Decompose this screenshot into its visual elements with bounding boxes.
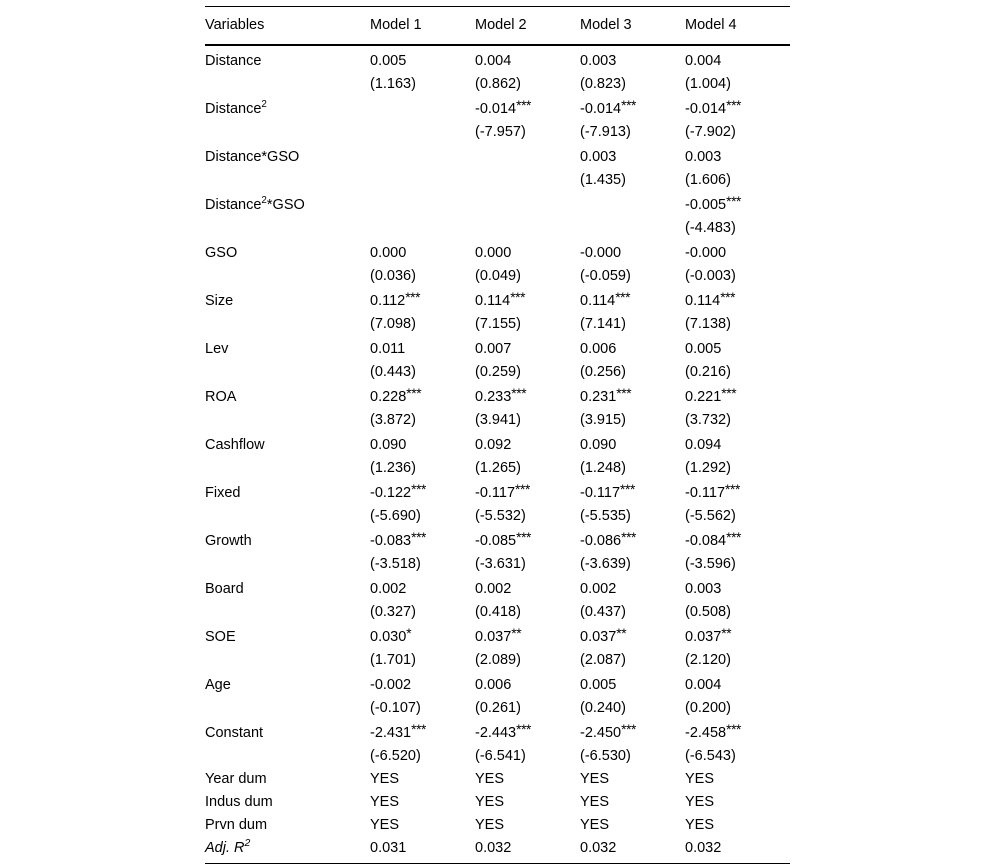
coefficient-cell (475, 528, 580, 553)
table-row (205, 96, 790, 121)
significance-stars: *** (615, 290, 630, 305)
coefficient-cell (685, 672, 790, 697)
tstat-cell (370, 217, 475, 240)
dummy-value-cell: YES (685, 814, 790, 837)
tstat-cell: (0.216) (685, 361, 790, 384)
coefficient-cell (685, 96, 790, 121)
column-header-2: Model 2 (475, 7, 580, 45)
coefficient-cell (370, 288, 475, 313)
coefficient-cell (580, 96, 685, 121)
coefficient-cell (580, 624, 685, 649)
tstat-cell: (-5.562) (685, 505, 790, 528)
coefficient-value: -0.014 (685, 101, 726, 117)
coefficient-cell (685, 384, 790, 409)
tstat-cell: (3.941) (475, 409, 580, 432)
coefficient-cell (580, 528, 685, 553)
coefficient-cell (370, 624, 475, 649)
table-row (205, 814, 790, 837)
coefficient-cell (685, 576, 790, 601)
column-header-0: Variables (205, 7, 370, 45)
coefficient-cell (580, 240, 685, 265)
adj-r2-value-cell: 0.032 (685, 837, 790, 864)
coefficient-value: 0.114 (580, 293, 615, 309)
tstat-cell: (7.098) (370, 313, 475, 336)
coefficient-value: 0.030 (370, 629, 406, 645)
coefficient-value: 0.090 (580, 437, 616, 453)
significance-stars: *** (516, 722, 531, 737)
variable-superscript: 2 (261, 195, 266, 206)
coefficient-value: 0.005 (685, 341, 721, 357)
variable-label: Prvn dum (205, 814, 370, 837)
coefficient-cell (370, 336, 475, 361)
variable-label: Board (205, 576, 370, 601)
table-row-tstat (205, 121, 790, 144)
coefficient-cell (370, 96, 475, 121)
significance-stars: *** (726, 722, 741, 737)
significance-stars: *** (720, 290, 735, 305)
significance-stars: *** (726, 98, 741, 113)
variable-label-spacer (205, 505, 370, 528)
significance-stars: *** (621, 98, 636, 113)
tstat-cell: (-6.541) (475, 745, 580, 768)
tstat-cell: (2.087) (580, 649, 685, 672)
coefficient-cell (685, 480, 790, 505)
tstat-cell: (0.259) (475, 361, 580, 384)
variable-label: Size (205, 288, 370, 313)
coefficient-value: -0.085 (475, 533, 516, 549)
significance-stars: *** (406, 386, 421, 401)
tstat-cell: (1.004) (685, 73, 790, 96)
coefficient-cell (475, 384, 580, 409)
table-row (205, 576, 790, 601)
coefficient-cell (475, 672, 580, 697)
significance-stars: *** (616, 386, 631, 401)
tstat-cell: (0.418) (475, 601, 580, 624)
tstat-cell: (-5.535) (580, 505, 685, 528)
coefficient-value: 0.114 (685, 293, 720, 309)
coefficient-value: 0.004 (475, 53, 511, 69)
dummy-value-cell: YES (685, 791, 790, 814)
coefficient-cell (475, 192, 580, 217)
variable-label-spacer (205, 169, 370, 192)
variable-label-spacer (205, 73, 370, 96)
table-row-tstat (205, 649, 790, 672)
variable-label-spacer (205, 409, 370, 432)
variable-label-spacer (205, 313, 370, 336)
coefficient-value: 0.002 (580, 581, 616, 597)
significance-stars: *** (721, 386, 736, 401)
coefficient-cell (475, 288, 580, 313)
significance-stars: *** (511, 386, 526, 401)
variable-label-spacer (205, 697, 370, 720)
coefficient-value: -2.450 (580, 725, 621, 741)
significance-stars: *** (725, 482, 740, 497)
tstat-cell: (-7.957) (475, 121, 580, 144)
regression-results-table (205, 6, 790, 864)
variable-label-spacer (205, 745, 370, 768)
table-row (205, 432, 790, 457)
table-row (205, 720, 790, 745)
significance-stars: *** (621, 530, 636, 545)
table-row-tstat (205, 697, 790, 720)
table-row-tstat (205, 505, 790, 528)
variable-label-spacer (205, 265, 370, 288)
coefficient-value: 0.000 (370, 245, 406, 261)
variable-label-spacer (205, 121, 370, 144)
coefficient-value: 0.094 (685, 437, 721, 453)
coefficient-value: -0.014 (475, 101, 516, 117)
coefficient-cell (475, 480, 580, 505)
tstat-cell: (-5.690) (370, 505, 475, 528)
variable-label-spacer (205, 457, 370, 480)
coefficient-value: 0.114 (475, 293, 510, 309)
tstat-cell: (-0.107) (370, 697, 475, 720)
significance-stars: *** (620, 482, 635, 497)
coefficient-cell (370, 240, 475, 265)
table-row-tstat (205, 73, 790, 96)
tstat-cell (580, 217, 685, 240)
variable-label: Indus dum (205, 791, 370, 814)
tstat-cell: (0.862) (475, 73, 580, 96)
tstat-cell: (0.437) (580, 601, 685, 624)
coefficient-value: -0.002 (370, 677, 411, 693)
coefficient-value: -0.086 (580, 533, 621, 549)
significance-stars: *** (411, 722, 426, 737)
coefficient-value: 0.005 (370, 53, 406, 69)
adj-r2-superscript: 2 (245, 838, 251, 849)
tstat-cell: (0.823) (580, 73, 685, 96)
column-header-3: Model 3 (580, 7, 685, 45)
coefficient-value: 0.011 (370, 341, 405, 357)
coefficient-value: 0.112 (370, 293, 405, 309)
tstat-cell: (1.701) (370, 649, 475, 672)
table-row (205, 336, 790, 361)
tstat-cell: (-6.543) (685, 745, 790, 768)
coefficient-cell (475, 144, 580, 169)
tstat-cell: (0.200) (685, 697, 790, 720)
tstat-cell: (1.265) (475, 457, 580, 480)
coefficient-cell (370, 384, 475, 409)
tstat-cell: (-6.530) (580, 745, 685, 768)
tstat-cell (370, 169, 475, 192)
coefficient-cell (580, 192, 685, 217)
variable-label-spacer (205, 217, 370, 240)
regression-table-container (205, 6, 790, 864)
tstat-cell: (3.872) (370, 409, 475, 432)
variable-label-spacer (205, 601, 370, 624)
tstat-cell: (-0.059) (580, 265, 685, 288)
coefficient-cell (370, 576, 475, 601)
coefficient-cell (685, 336, 790, 361)
variable-label: GSO (205, 240, 370, 265)
coefficient-value: 0.037 (685, 629, 721, 645)
significance-stars: ** (511, 626, 521, 641)
table-row-tstat (205, 601, 790, 624)
coefficient-value: -0.005 (685, 197, 726, 213)
coefficient-cell (370, 192, 475, 217)
coefficient-cell (370, 144, 475, 169)
tstat-cell: (3.732) (685, 409, 790, 432)
coefficient-value: 0.003 (580, 149, 616, 165)
coefficient-cell (685, 192, 790, 217)
coefficient-value: 0.092 (475, 437, 511, 453)
tstat-cell: (-3.596) (685, 553, 790, 576)
table-row (205, 288, 790, 313)
coefficient-cell (580, 288, 685, 313)
coefficient-value: 0.004 (685, 677, 721, 693)
coefficient-value: -0.084 (685, 533, 726, 549)
coefficient-cell (475, 46, 580, 73)
tstat-cell (475, 217, 580, 240)
coefficient-cell (685, 46, 790, 73)
column-header-1: Model 1 (370, 7, 475, 45)
coefficient-cell (370, 528, 475, 553)
coefficient-value: -2.431 (370, 725, 411, 741)
coefficient-cell (685, 288, 790, 313)
tstat-cell: (0.049) (475, 265, 580, 288)
table-row (205, 46, 790, 73)
variable-label-suffix: *GSO (267, 197, 305, 213)
coefficient-value: 0.003 (685, 149, 721, 165)
dummy-value-cell: YES (370, 768, 475, 791)
coefficient-value: 0.037 (475, 629, 511, 645)
coefficient-cell (580, 576, 685, 601)
coefficient-value: 0.005 (580, 677, 616, 693)
coefficient-cell (370, 46, 475, 73)
coefficient-value: -2.458 (685, 725, 726, 741)
coefficient-cell (580, 672, 685, 697)
tstat-cell: (1.435) (580, 169, 685, 192)
coefficient-cell (580, 432, 685, 457)
coefficient-cell (580, 336, 685, 361)
adj-r2-value-cell: 0.032 (475, 837, 580, 864)
tstat-cell: (-0.003) (685, 265, 790, 288)
coefficient-cell (475, 576, 580, 601)
coefficient-cell (580, 480, 685, 505)
coefficient-value: 0.002 (475, 581, 511, 597)
variable-label: Constant (205, 720, 370, 745)
tstat-cell: (1.163) (370, 73, 475, 96)
table-row (205, 528, 790, 553)
variable-label: ROA (205, 384, 370, 409)
table-row (205, 672, 790, 697)
variable-label-spacer (205, 553, 370, 576)
coefficient-cell (580, 720, 685, 745)
table-row-tstat (205, 457, 790, 480)
coefficient-value: -0.117 (685, 485, 725, 501)
coefficient-cell (370, 432, 475, 457)
tstat-cell: (-7.913) (580, 121, 685, 144)
dummy-value-cell: YES (580, 768, 685, 791)
coefficient-value: 0.228 (370, 389, 406, 405)
coefficient-cell (370, 672, 475, 697)
variable-label: Age (205, 672, 370, 697)
variable-label: Distance (205, 46, 370, 73)
variable-label: Growth (205, 528, 370, 553)
table-row-tstat (205, 409, 790, 432)
table-row-tstat (205, 169, 790, 192)
adj-r2-value-cell: 0.031 (370, 837, 475, 864)
coefficient-value: 0.003 (685, 581, 721, 597)
coefficient-value: -2.443 (475, 725, 516, 741)
coefficient-value: 0.004 (685, 53, 721, 69)
table-row (205, 480, 790, 505)
coefficient-cell (685, 144, 790, 169)
coefficient-cell (370, 720, 475, 745)
tstat-cell: (3.915) (580, 409, 685, 432)
tstat-cell: (0.256) (580, 361, 685, 384)
variable-label: Lev (205, 336, 370, 361)
coefficient-cell (580, 144, 685, 169)
coefficient-value: -0.000 (580, 245, 621, 261)
table-row-tstat (205, 553, 790, 576)
tstat-cell: (-3.631) (475, 553, 580, 576)
coefficient-value: 0.037 (580, 629, 616, 645)
table-row-tstat (205, 361, 790, 384)
column-header-4: Model 4 (685, 7, 790, 45)
variable-label-spacer (205, 649, 370, 672)
coefficient-cell (685, 624, 790, 649)
coefficient-value: 0.006 (475, 677, 511, 693)
coefficient-value: -0.117 (580, 485, 620, 501)
significance-stars: *** (726, 530, 741, 545)
coefficient-cell (580, 46, 685, 73)
table-row-tstat (205, 313, 790, 336)
table-row (205, 384, 790, 409)
table-row (205, 144, 790, 169)
coefficient-cell (685, 432, 790, 457)
variable-label: Year dum (205, 768, 370, 791)
coefficient-value: 0.233 (475, 389, 511, 405)
table-row-tstat (205, 217, 790, 240)
dummy-value-cell: YES (475, 791, 580, 814)
tstat-cell: (-7.902) (685, 121, 790, 144)
significance-stars: *** (516, 98, 531, 113)
dummy-value-cell: YES (475, 768, 580, 791)
coefficient-cell (685, 720, 790, 745)
coefficient-cell (475, 624, 580, 649)
tstat-cell: (2.120) (685, 649, 790, 672)
significance-stars: ** (616, 626, 626, 641)
coefficient-value: 0.003 (580, 53, 616, 69)
significance-stars: * (406, 626, 411, 641)
tstat-cell: (7.141) (580, 313, 685, 336)
table-row-tstat (205, 745, 790, 768)
table-row (205, 768, 790, 791)
table-row (205, 192, 790, 217)
dummy-value-cell: YES (580, 791, 685, 814)
tstat-cell: (1.292) (685, 457, 790, 480)
coefficient-cell (475, 336, 580, 361)
coefficient-cell (685, 240, 790, 265)
coefficient-cell (475, 240, 580, 265)
table-row (205, 240, 790, 265)
tstat-cell: (0.240) (580, 697, 685, 720)
table-row (205, 624, 790, 649)
tstat-cell: (-3.518) (370, 553, 475, 576)
coefficient-value: 0.006 (580, 341, 616, 357)
table-row-tstat (205, 265, 790, 288)
significance-stars: *** (411, 482, 426, 497)
coefficient-value: -0.000 (685, 245, 726, 261)
tstat-cell: (0.036) (370, 265, 475, 288)
tstat-cell (370, 121, 475, 144)
coefficient-cell (475, 96, 580, 121)
adj-r2-value-cell: 0.032 (580, 837, 685, 864)
significance-stars: *** (515, 482, 530, 497)
tstat-cell: (1.248) (580, 457, 685, 480)
table-row-adj-r2 (205, 837, 790, 864)
adj-r2-label: Adj. $R^2$ (205, 837, 370, 864)
coefficient-value: 0.221 (685, 389, 721, 405)
significance-stars: *** (621, 722, 636, 737)
coefficient-cell (475, 720, 580, 745)
significance-stars: *** (510, 290, 525, 305)
variable-label: Distance$^2$*GSO (205, 192, 370, 217)
table-header-row (205, 7, 790, 45)
tstat-cell: (0.261) (475, 697, 580, 720)
variable-label: Cashflow (205, 432, 370, 457)
tstat-cell (475, 169, 580, 192)
coefficient-cell (475, 432, 580, 457)
coefficient-cell (580, 384, 685, 409)
tstat-cell: (-6.520) (370, 745, 475, 768)
tstat-cell: (0.327) (370, 601, 475, 624)
variable-superscript: 2 (261, 99, 266, 110)
tstat-cell: (1.606) (685, 169, 790, 192)
coefficient-value: -0.083 (370, 533, 411, 549)
coefficient-value: -0.122 (370, 485, 411, 501)
coefficient-value: 0.007 (475, 341, 511, 357)
dummy-value-cell: YES (370, 814, 475, 837)
dummy-value-cell: YES (370, 791, 475, 814)
significance-stars: ** (721, 626, 731, 641)
tstat-cell: (-3.639) (580, 553, 685, 576)
table-row (205, 791, 790, 814)
tstat-cell: (0.443) (370, 361, 475, 384)
variable-label: SOE (205, 624, 370, 649)
variable-label: Distance$^2$ (205, 96, 370, 121)
variable-label-spacer (205, 361, 370, 384)
tstat-cell: (2.089) (475, 649, 580, 672)
coefficient-value: 0.000 (475, 245, 511, 261)
significance-stars: *** (516, 530, 531, 545)
tstat-cell: (-5.532) (475, 505, 580, 528)
coefficient-value: 0.002 (370, 581, 406, 597)
tstat-cell: (0.508) (685, 601, 790, 624)
tstat-cell: (7.138) (685, 313, 790, 336)
coefficient-cell (685, 528, 790, 553)
coefficient-value: -0.117 (475, 485, 515, 501)
tstat-cell: (7.155) (475, 313, 580, 336)
variable-label: Fixed (205, 480, 370, 505)
coefficient-cell (370, 480, 475, 505)
variable-label: Distance*GSO (205, 144, 370, 169)
dummy-value-cell: YES (580, 814, 685, 837)
dummy-value-cell: YES (475, 814, 580, 837)
tstat-cell: (1.236) (370, 457, 475, 480)
significance-stars: *** (411, 530, 426, 545)
tstat-cell: (-4.483) (685, 217, 790, 240)
dummy-value-cell: YES (685, 768, 790, 791)
coefficient-value: -0.014 (580, 101, 621, 117)
significance-stars: *** (405, 290, 420, 305)
significance-stars: *** (726, 194, 741, 209)
coefficient-value: 0.231 (580, 389, 616, 405)
coefficient-value: 0.090 (370, 437, 406, 453)
